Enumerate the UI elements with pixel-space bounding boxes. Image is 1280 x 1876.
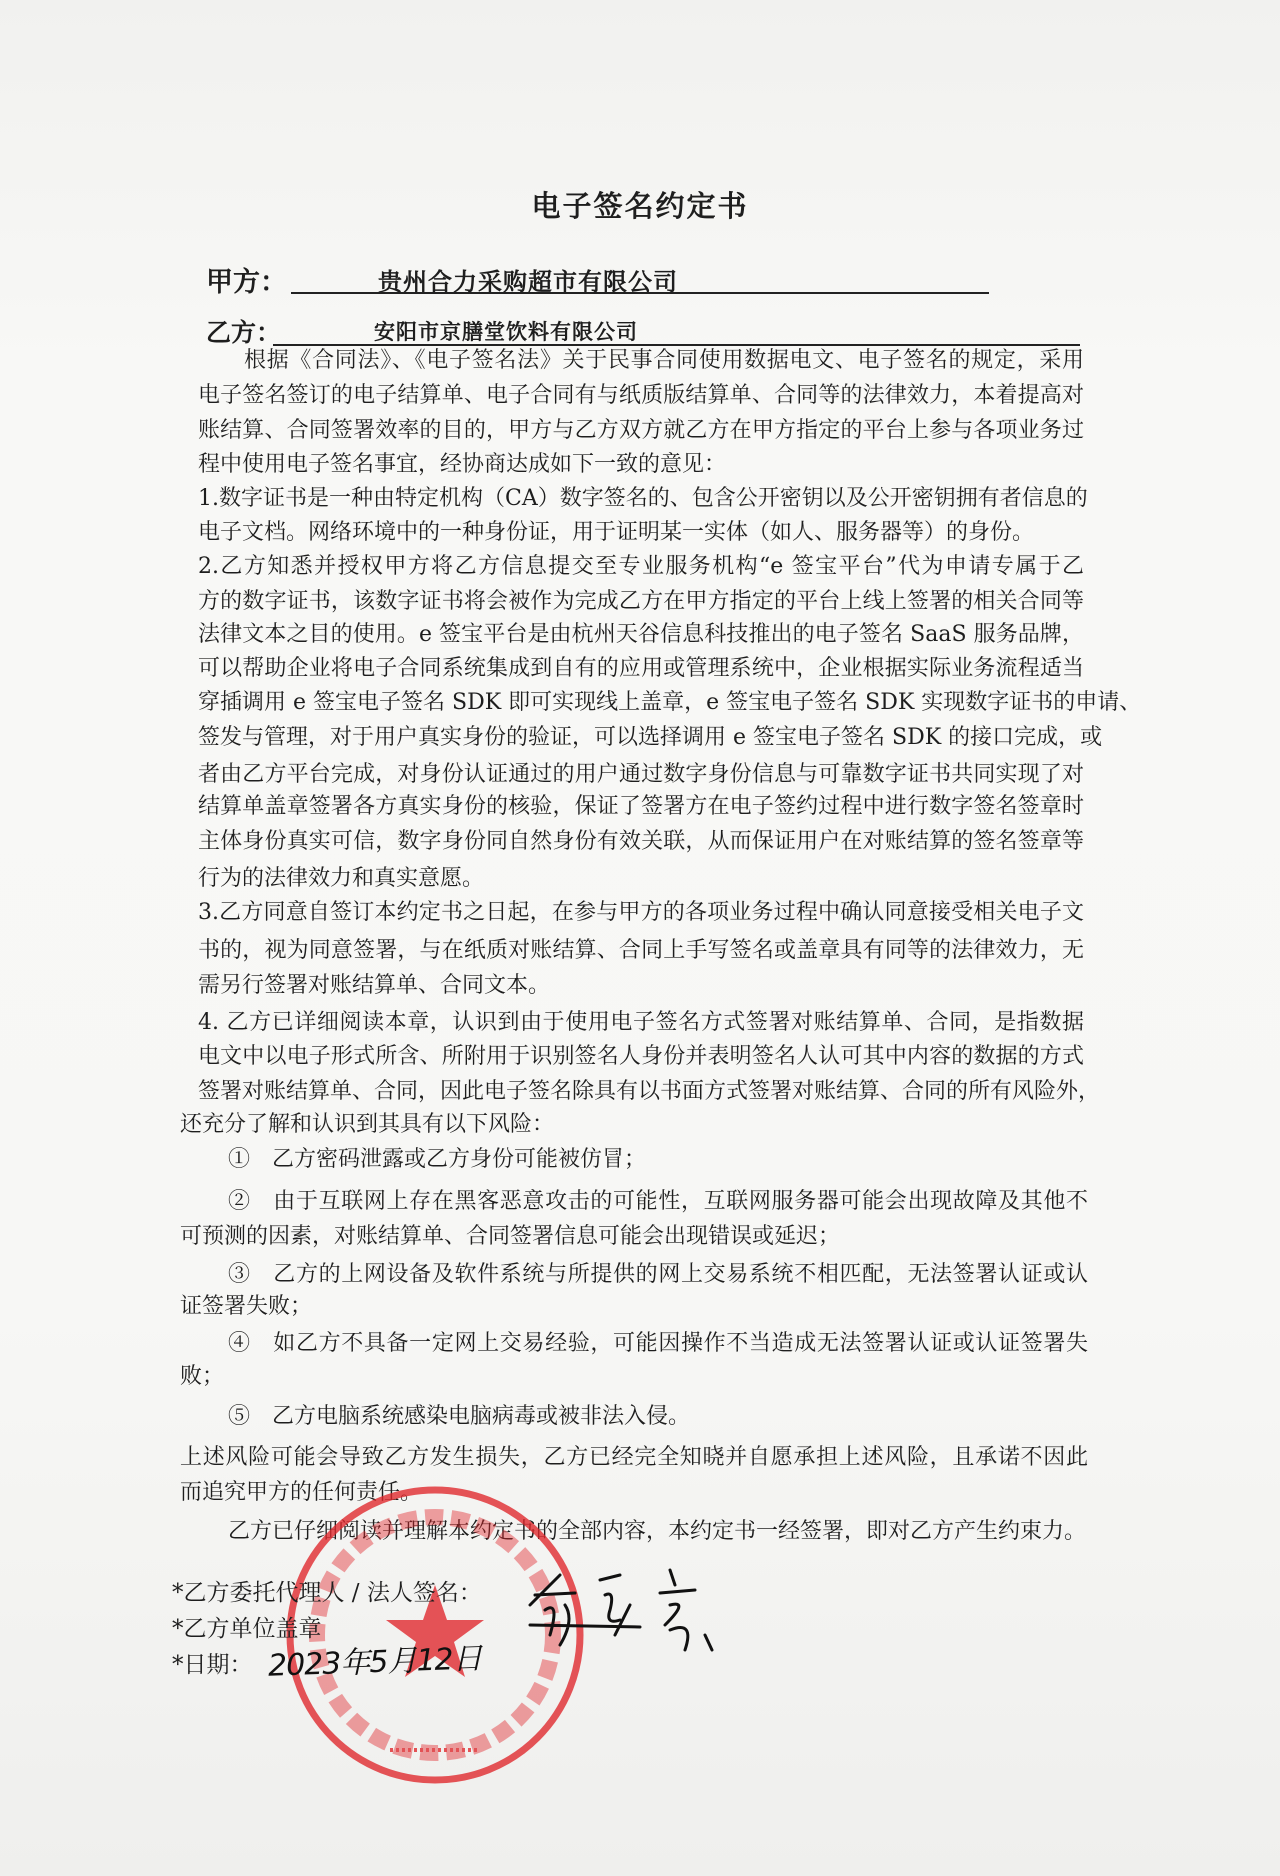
body-line: 电文中以电子形式所含、所附用于识别签名人身份并表明签名人认可其中内容的数据的方式 [198, 1044, 1084, 1070]
signature-label: *乙方委托代理人 / 法人签名： [172, 1580, 482, 1606]
body-line: 者由乙方平台完成，对身份认证通过的用户通过数字身份信息与可靠数字证书共同实现了对 [198, 762, 1084, 787]
body-line: ② 由于互联网上存在黑客恶意攻击的可能性，互联网服务器可能会出现故障及其他不 [228, 1188, 1088, 1214]
body-line: 签署对账结算单、合同，因此电子签名除具有以书面方式签署对账结算、合同的所有风险外， [198, 1078, 1101, 1104]
seal-label: *乙方单位盖章 [172, 1616, 322, 1642]
body-line: ④ 如乙方不具备一定网上交易经验，可能因操作不当造成无法签署认证或认证签署失 [228, 1331, 1088, 1357]
handwritten-date: 2023年5月12日 [267, 1641, 483, 1684]
body-line: ③ 乙方的上网设备及软件系统与所提供的网上交易系统不相匹配，无法签署认证或认 [228, 1261, 1088, 1287]
body-line: 签发与管理，对于用户真实身份的验证，可以选择调用 e 签宝电子签名 SDK 的接口完成，或 [198, 724, 1103, 750]
body-line: 1.数字证书是一种由特定机构（CA）数字签名的、包含公开密钥以及公开密钥拥有者信息的 [198, 485, 1088, 511]
party-a-value: 贵州合力采购超市有限公司 [378, 267, 678, 296]
body-line: 书的，视为同意签署，与在纸质对账结算、合同上手写签名或盖章具有同等的法律效力，无 [198, 937, 1084, 963]
body-line: 需另行签署对账结算单、合同文本。 [198, 972, 551, 998]
date-label: *日期： [172, 1652, 253, 1678]
body-line: 可预测的因素，对账结算单、合同签署信息可能会出现错误或延迟； [180, 1223, 841, 1249]
body-line: 而追究甲方的任何责任。 [180, 1479, 423, 1505]
body-line: 根据《合同法》、《电子签名法》关于民事合同使用数据电文、电子签名的规定，采用 [244, 348, 1084, 374]
body-line: 方的数字证书，该数字证书将会被作为完成乙方在甲方指定的平台上线上签署的相关合同等 [198, 588, 1084, 614]
body-line: 4. 乙方已详细阅读本章，认识到由于使用电子签名方式签署对账结算单、合同，是指数据 [198, 1009, 1084, 1035]
body-line: 还充分了解和认识到其具有以下风险： [180, 1112, 555, 1138]
body-line: 乙方已仔细阅读并理解本约定书的全部内容，本约定书一经签署，即对乙方产生约束力。 [228, 1519, 1087, 1545]
body-line: 账结算、合同签署效率的目的，甲方与乙方双方就乙方在甲方指定的平台上参与各项业务过 [198, 417, 1084, 443]
party-a-label: 甲方： [206, 267, 287, 298]
body-line: 败； [180, 1363, 225, 1389]
party-b-label: 乙方： [206, 318, 282, 347]
body-line: 上述风险可能会导致乙方发生损失，乙方已经完全知晓并自愿承担上述风险，且承诺不因此 [180, 1444, 1088, 1470]
body-line: 结算单盖章签署各方真实身份的核验，保证了签署方在电子签约过程中进行数字签名签章时 [198, 794, 1084, 820]
body-line: 法律文本之目的使用。e 签宝平台是由杭州天谷信息科技推出的电子签名 SaaS 服务品牌， [198, 622, 1084, 648]
body-line: 证签署失败； [180, 1294, 313, 1320]
body-line: 可以帮助企业将电子合同系统集成到自有的应用或管理系统中，企业根据实际业务流程适当 [198, 655, 1084, 681]
body-line: 2.乙方知悉并授权甲方将乙方信息提交至专业服务机构“e 签宝平台”代为申请专属于乙 [198, 553, 1084, 579]
body-line: 电子文档。网络环境中的一种身份证，用于证明某一实体（如人、服务器等）的身份。 [198, 520, 1035, 546]
body-line: ① 乙方密码泄露或乙方身份可能被仿冒； [228, 1147, 647, 1173]
document-title: 电子签名约定书 [531, 189, 749, 223]
body-line: 3.乙方同意自签订本约定书之日起，在参与甲方的各项业务过程中确认同意接受相关电子文 [198, 899, 1084, 925]
body-line: 穿插调用 e 签宝电子签名 SDK 即可实现线上盖章，e 签宝电子签名 SDK 实现数字证书的申请、 [198, 690, 1142, 716]
body-line: 主体身份真实可信，数字身份同自然身份有效关联，从而保证用户在对账结算的签名签章等 [198, 828, 1084, 854]
body-line: 电子签名签订的电子结算单、电子合同有与纸质版结算单、合同等的法律效力，本着提高对 [198, 382, 1084, 408]
party-b-value: 安阳市京膳堂饮料有限公司 [374, 319, 638, 344]
party-a-underline [291, 292, 989, 294]
body-line: 行为的法律效力和真实意愿。 [198, 866, 485, 892]
handwritten-signature [520, 1565, 760, 1655]
body-line: ⑤ 乙方电脑系统感染电脑病毒或被非法入侵。 [228, 1404, 691, 1430]
body-line: 程中使用电子签名事宜，经协商达成如下一致的意见： [198, 452, 727, 478]
